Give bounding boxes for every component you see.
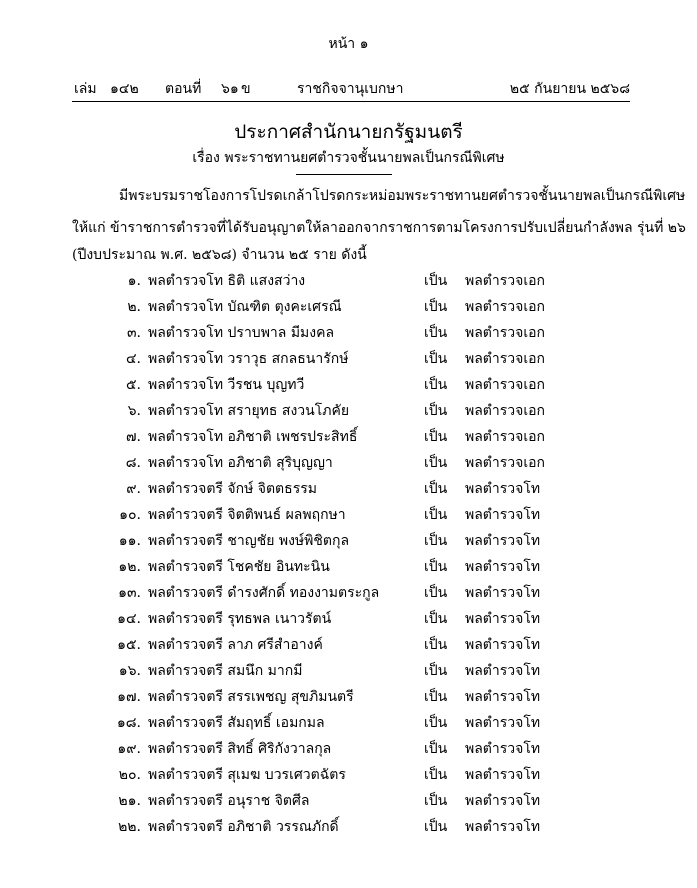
item-number: ๑๕. — [117, 637, 141, 653]
new-rank: พลตำรวจโท — [465, 585, 541, 601]
list-item — [0, 296, 697, 322]
as-label: เป็น — [424, 455, 448, 471]
subject-divider — [296, 174, 392, 175]
officer-name: พลตำรวจตรี โชคชัย อินทะนิน — [148, 559, 330, 575]
new-rank: พลตำรวจโท — [465, 481, 541, 497]
officer-name: พลตำรวจตรี สมนึก มากมี — [148, 663, 303, 679]
as-label: เป็น — [424, 403, 448, 419]
issue-date: ๒๕ กันยายน ๒๕๖๘ — [509, 81, 630, 97]
item-number: ๔. — [125, 351, 141, 367]
officer-name: พลตำรวจตรี อภิชาติ วรรณภักดิ์ — [148, 819, 339, 835]
list-item — [0, 556, 697, 582]
officer-name: พลตำรวจตรี อนุราช จิตศีล — [148, 793, 310, 809]
list-item — [0, 816, 697, 842]
officer-name: พลตำรวจโท อภิชาติ เพชรประสิทธิ์ — [148, 429, 358, 445]
list-item — [0, 400, 697, 426]
item-number: ๘. — [125, 455, 141, 471]
list-item — [0, 660, 697, 686]
as-label: เป็น — [424, 689, 448, 705]
officer-name: พลตำรวจโท วีรชน บุญทวี — [148, 377, 305, 393]
officer-name: พลตำรวจโท บัณฑิต ตุงคะเศรณี — [148, 299, 342, 315]
officer-name: พลตำรวจโท ปราบพาล มีมงคล — [148, 325, 335, 341]
header-divider — [72, 101, 630, 102]
officer-name: พลตำรวจตรี ดำรงศักดิ์ ทองงามตระกูล — [148, 585, 380, 601]
promotion-list — [0, 270, 697, 842]
new-rank: พลตำรวจโท — [465, 507, 541, 523]
item-number: ๑๓. — [118, 585, 141, 601]
item-number: ๑๑. — [118, 533, 141, 549]
item-number: ๗. — [126, 429, 141, 445]
new-rank: พลตำรวจโท — [465, 715, 541, 731]
list-item — [0, 426, 697, 452]
as-label: เป็น — [424, 585, 448, 601]
as-label: เป็น — [424, 611, 448, 627]
item-number: ๑. — [127, 273, 141, 289]
item-number: ๕. — [125, 377, 141, 393]
as-label: เป็น — [424, 767, 448, 783]
list-item — [0, 374, 697, 400]
item-number: ๒. — [127, 299, 141, 315]
list-item — [0, 452, 697, 478]
item-number: ๑๒. — [118, 559, 141, 575]
new-rank: พลตำรวจโท — [465, 611, 541, 627]
officer-name: พลตำรวจตรี รุทธพล เนาวรัตน์ — [148, 611, 332, 627]
section-number: ๖๑ — [221, 81, 239, 97]
new-rank: พลตำรวจโท — [465, 663, 541, 679]
as-label: เป็น — [424, 637, 448, 653]
list-item — [0, 790, 697, 816]
list-item — [0, 634, 697, 660]
new-rank: พลตำรวจโท — [465, 793, 541, 809]
volume-number: ๑๔๒ — [110, 81, 139, 97]
officer-name: พลตำรวจตรี จักษ์ จิตตธรรม — [148, 481, 317, 497]
officer-name: พลตำรวจตรี ชาญชัย พงษ์พิชิตกุล — [148, 533, 350, 549]
gazette-header — [74, 78, 630, 98]
officer-name: พลตำรวจโท วราวุธ สกลธนารักษ์ — [148, 351, 349, 367]
paragraph-line-3: (ปีงบประมาณ พ.ศ. ๒๕๖๘) จำนวน ๒๕ ราย ดังนี้ — [72, 247, 367, 263]
announcement-subject: เรื่อง พระราชทานยศตำรวจชั้นนายพลเป็นกรณีพิเศษ — [192, 150, 505, 166]
new-rank: พลตำรวจโท — [465, 637, 541, 653]
new-rank: พลตำรวจโท — [465, 741, 541, 757]
officer-name: พลตำรวจตรี ลาภ ศรีสำอางค์ — [148, 637, 323, 653]
as-label: เป็น — [424, 481, 448, 497]
as-label: เป็น — [424, 663, 448, 679]
item-number: ๑๘. — [116, 715, 141, 731]
as-label: เป็น — [424, 559, 448, 575]
officer-name: พลตำรวจตรี สิทธิ์ ศิริกังวาลกุล — [148, 741, 332, 757]
item-number: ๙. — [126, 481, 141, 497]
as-label: เป็น — [424, 351, 448, 367]
new-rank: พลตำรวจเอก — [465, 351, 546, 367]
as-label: เป็น — [424, 377, 448, 393]
as-label: เป็น — [424, 715, 448, 731]
new-rank: พลตำรวจเอก — [465, 325, 546, 341]
item-number: ๓. — [126, 325, 141, 341]
as-label: เป็น — [424, 819, 448, 835]
item-number: ๑๔. — [117, 611, 141, 627]
new-rank: พลตำรวจโท — [465, 559, 541, 575]
item-number: ๑๗. — [117, 689, 141, 705]
as-label: เป็น — [424, 741, 448, 757]
as-label: เป็น — [424, 273, 448, 289]
new-rank: พลตำรวจโท — [465, 819, 541, 835]
new-rank: พลตำรวจโท — [465, 767, 541, 783]
officer-name: พลตำรวจโท สรายุทธ สงวนโภคัย — [148, 403, 350, 419]
as-label: เป็น — [424, 793, 448, 809]
gazette-name: ราชกิจจานุเบกษา — [297, 81, 404, 97]
as-label: เป็น — [424, 533, 448, 549]
officer-name: พลตำรวจโท อภิชาติ สุริบุญญา — [148, 455, 333, 471]
officer-name: พลตำรวจตรี สรรเพชญ สุขภิมนตรี — [148, 689, 354, 705]
list-item — [0, 270, 697, 296]
new-rank: พลตำรวจเอก — [465, 299, 546, 315]
as-label: เป็น — [424, 507, 448, 523]
list-item — [0, 738, 697, 764]
new-rank: พลตำรวจเอก — [465, 273, 546, 289]
list-item — [0, 348, 697, 374]
volume-label: เล่ม — [74, 81, 97, 97]
new-rank: พลตำรวจเอก — [465, 377, 546, 393]
as-label: เป็น — [424, 299, 448, 315]
as-label: เป็น — [424, 325, 448, 341]
new-rank: พลตำรวจเอก — [465, 455, 546, 471]
list-item — [0, 504, 697, 530]
item-number: ๒๑. — [118, 793, 141, 809]
list-item — [0, 530, 697, 556]
officer-name: พลตำรวจตรี สัมฤทธิ์ เอมกมล — [148, 715, 325, 731]
officer-name: พลตำรวจตรี สุเมฆ บวรเศวตฉัตร — [148, 767, 346, 783]
item-number: ๑๖. — [118, 663, 141, 679]
page-number: หน้า ๑ — [328, 36, 369, 52]
item-number: ๒๒. — [118, 819, 141, 835]
list-item — [0, 322, 697, 348]
list-item — [0, 764, 697, 790]
new-rank: พลตำรวจโท — [465, 689, 541, 705]
list-item — [0, 686, 697, 712]
paragraph-line-1: มีพระบรมราชโองการโปรดเกล้าโปรดกระหม่อมพระราชทานยศตำรวจชั้นนายพลเป็นกรณีพิเศษ — [119, 188, 686, 204]
new-rank: พลตำรวจเอก — [465, 429, 546, 445]
section-label: ตอนที่ — [165, 81, 202, 97]
part-label: ข — [241, 81, 251, 97]
as-label: เป็น — [424, 429, 448, 445]
paragraph-line-2: ให้แก่ ข้าราชการตำรวจที่ได้รับอนุญาตให้ลาออกจากราชการตามโครงการปรับเปลี่ยนกำลังพล รุ่นที่ ๒๖ — [72, 220, 686, 236]
announcement-title: ประกาศสำนักนายกรัฐมนตรี — [234, 121, 463, 143]
item-number: ๖. — [127, 403, 141, 419]
officer-name: พลตำรวจโท ธิติ แสงสว่าง — [148, 273, 306, 289]
list-item — [0, 478, 697, 504]
list-item — [0, 608, 697, 634]
new-rank: พลตำรวจโท — [465, 533, 541, 549]
officer-name: พลตำรวจตรี จิตติพนธ์ ผลพฤกษา — [148, 507, 346, 523]
item-number: ๑๐. — [119, 507, 141, 523]
list-item — [0, 712, 697, 738]
new-rank: พลตำรวจเอก — [465, 403, 546, 419]
item-number: ๑๙. — [117, 741, 141, 757]
item-number: ๒๐. — [118, 767, 141, 783]
list-item — [0, 582, 697, 608]
